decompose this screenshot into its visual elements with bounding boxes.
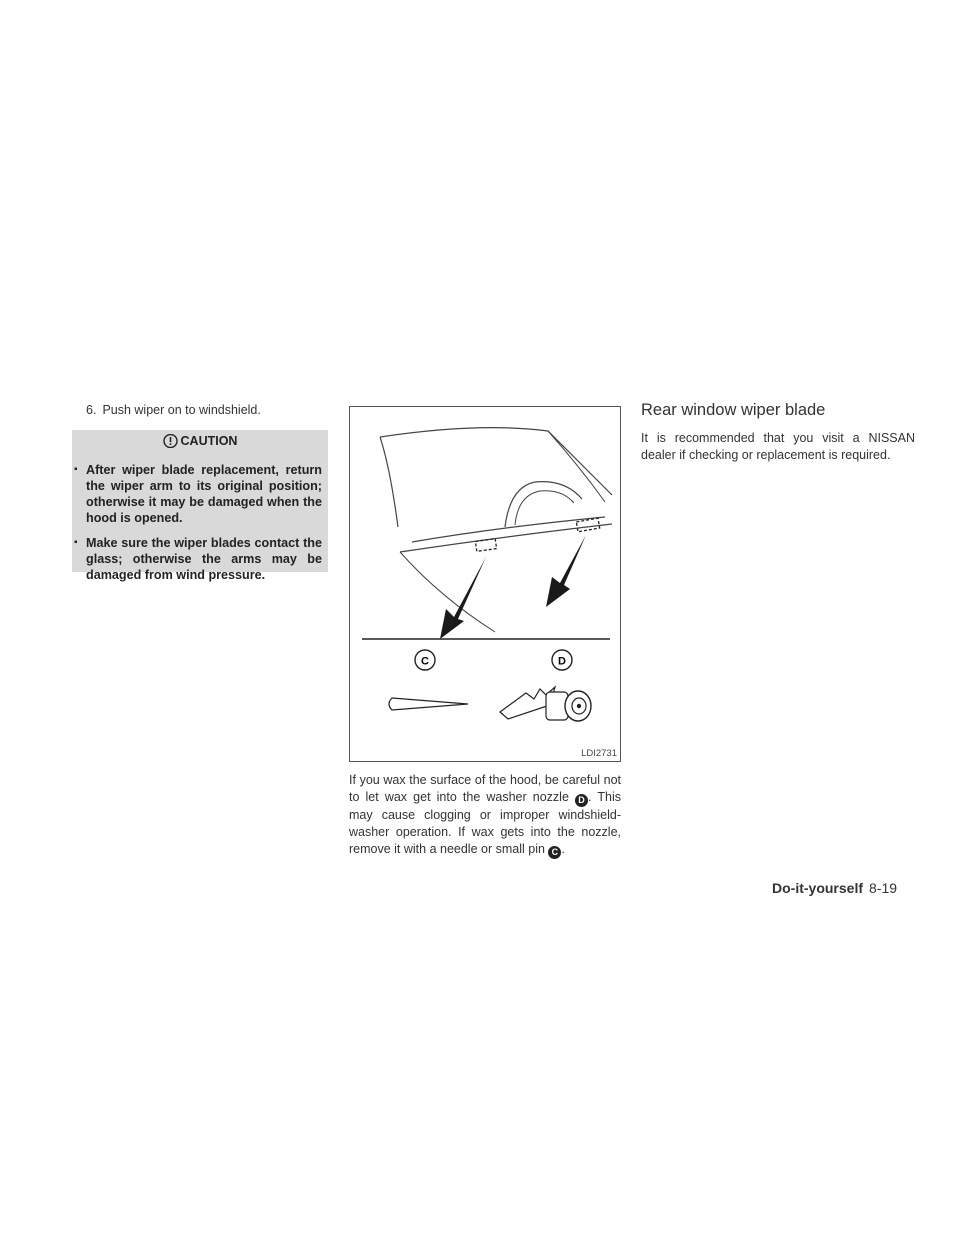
needle-icon [389, 698, 468, 710]
figure-code: LDI2731 [581, 748, 617, 759]
step-6 [86, 403, 261, 417]
label-d: D [558, 655, 566, 668]
ref-c-marker: C [548, 846, 561, 859]
caution-item: ▪ After wiper blade replacement, return the wiper arm to its original position; otherwise it may be damaged when the hood is opened. [72, 462, 322, 526]
step-text: Push wiper on to windshield. [102, 403, 261, 417]
wax-text-3: . [561, 842, 565, 856]
caution-label: CAUTION [180, 434, 238, 448]
rear-wiper-heading: Rear window wiper blade [641, 401, 826, 419]
warning-icon [163, 434, 178, 448]
wax-text-2: . This may cause clogging or improper windshield-washer operation. If wax gets into the nozzle, remove it with a needle or small pin [349, 790, 621, 856]
caution-list [72, 462, 322, 592]
washer-nozzle-figure [349, 406, 621, 762]
page-footer [772, 880, 897, 896]
label-c: C [421, 655, 429, 668]
ref-d-marker: D [575, 794, 588, 807]
step-number: 6. [86, 403, 97, 417]
label-c-marker [415, 650, 435, 670]
washer-nozzle-illustration [350, 407, 620, 761]
label-d-marker [552, 650, 572, 670]
wax-paragraph [349, 772, 621, 859]
nozzle-icon [500, 687, 591, 721]
wax-text-1: If you wax the surface of the hood, be careful not to let wax get into the washer nozzle [349, 773, 621, 804]
caution-title [72, 430, 328, 452]
caution-item: ▪ Make sure the wiper blades contact the glass; otherwise the arms may be damaged from wind pressure. [72, 535, 322, 583]
page-number: 8-19 [869, 880, 898, 896]
rear-wiper-paragraph: It is recommended that you visit a NISSAN dealer if checking or replacement is required. [641, 431, 915, 462]
footer-section: Do-it-yourself [772, 880, 863, 896]
